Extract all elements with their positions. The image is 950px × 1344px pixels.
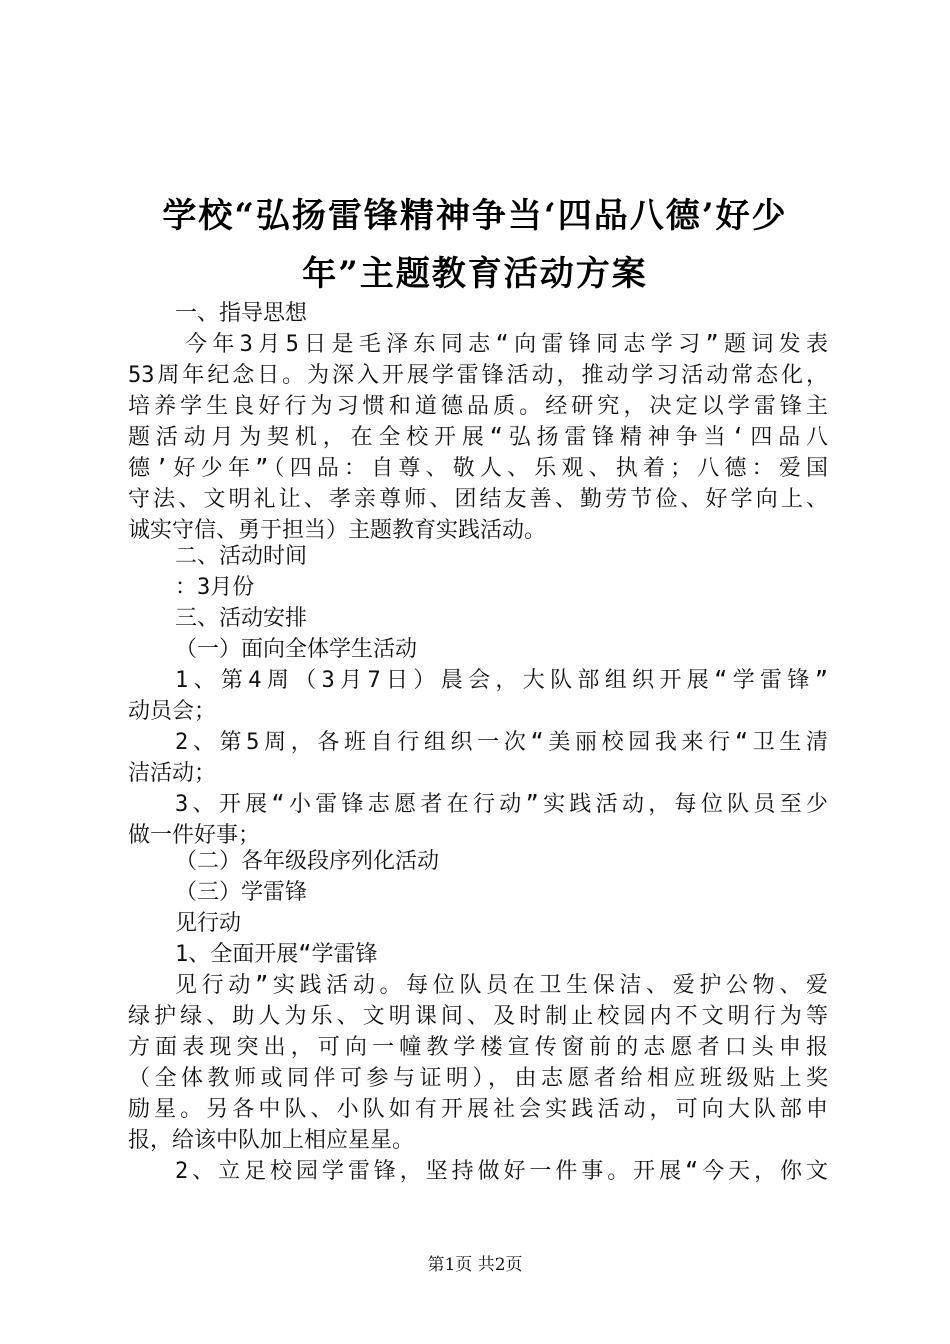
document-title-line-2: 年”主题教育活动方案: [302, 254, 648, 294]
document-title-line-1: 学校“弘扬雷锋精神争当‘四品八德’好少: [162, 196, 788, 236]
section-heading: 一、指导思想: [175, 301, 308, 326]
paragraph-line: 做一件好事；: [128, 823, 261, 848]
paragraph-line: 绿护绿、助人为乐、文明课间、及时制止校园内不文明行为等: [128, 1004, 828, 1029]
paragraph-line: 德’好少年”（四品：自尊、敬人、乐观、执着；八德：爱国: [128, 456, 828, 481]
paragraph-line: 洁活动；: [128, 761, 217, 786]
subsection-heading: （三）学雷锋: [175, 880, 308, 905]
paragraph-line: 诚实守信、勇于担当）主题教育实践活动。: [128, 518, 547, 543]
paragraph-line: 53周年纪念日。为深入开展学雷锋活动，推动学习活动常态化，: [128, 363, 828, 388]
page-number-footer: 第1页 共2页: [427, 1255, 523, 1275]
paragraph-line: 2、第5周，各班自行组织一次“美丽校园我来行“卫生清: [175, 730, 828, 755]
paragraph-line: 2、立足校园学雷锋，坚持做好一件事。开展“今天，你文: [175, 1159, 828, 1184]
section-heading: 二、活动时间: [175, 544, 308, 569]
paragraph-line: （全体教师或同伴可参与证明），由志愿者给相应班级贴上奖: [128, 1066, 828, 1091]
subsection-heading: （二）各年级段序列化活动: [175, 849, 440, 874]
paragraph-line: 动员会；: [128, 699, 217, 724]
paragraph-line: ：3月份: [175, 575, 255, 600]
paragraph-line: 1、第4周（3月7日）晨会，大队部组织开展“学雷锋”: [175, 668, 828, 693]
paragraph-line: 方面表现突出，可向一幢教学楼宣传窗前的志愿者口头申报: [128, 1035, 828, 1060]
paragraph-line: 今年3月5日是毛泽东同志“向雷锋同志学习”题词发表: [185, 332, 828, 357]
paragraph-line: 守法、文明礼让、孝亲尊师、团结友善、勤劳节俭、好学向上、: [128, 487, 828, 512]
paragraph-line: 见行动”实践活动。每位队员在卫生保洁、爱护公物、爱: [175, 973, 828, 998]
paragraph-line: 培养学生良好行为习惯和道德品质。经研究，决定以学雷锋主: [128, 394, 828, 419]
paragraph-line: 见行动: [175, 911, 242, 936]
subsection-heading: （一）面向全体学生活动: [175, 637, 418, 662]
paragraph-line: 报，给该中队加上相应星星。: [128, 1128, 415, 1153]
paragraph-line: 3、开展“小雷锋志愿者在行动”实践活动，每位队员至少: [175, 792, 828, 817]
paragraph-line: 励星。另各中队、小队如有开展社会实践活动，可向大队部申: [128, 1097, 828, 1122]
section-heading: 三、活动安排: [175, 606, 308, 631]
paragraph-line: 1、全面开展“学雷锋: [175, 942, 378, 967]
paragraph-line: 题活动月为契机，在全校开展“弘扬雷锋精神争当‘四品八: [128, 425, 828, 450]
